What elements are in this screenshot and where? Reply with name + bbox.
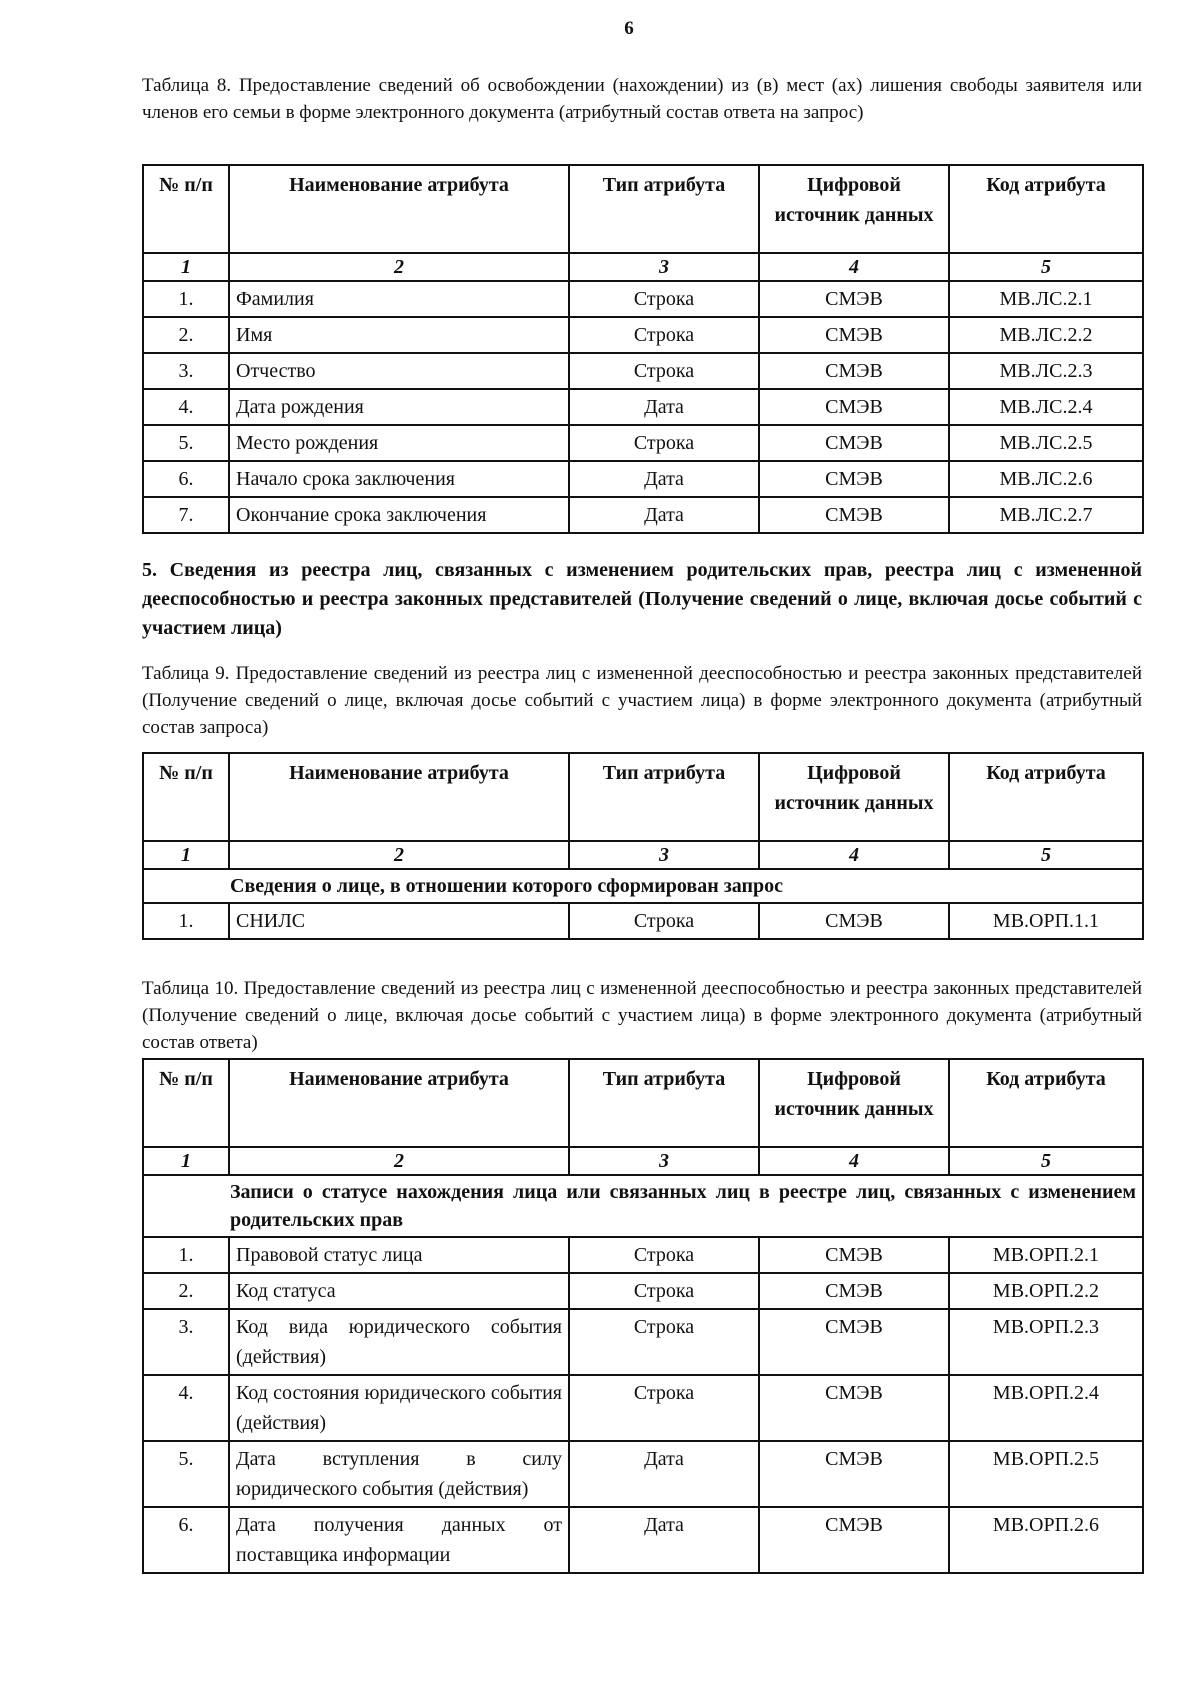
column-number: 1 xyxy=(143,841,229,869)
attribute-type: Строка xyxy=(569,1237,759,1273)
table-row xyxy=(143,461,1143,497)
column-number: 5 xyxy=(949,253,1143,281)
header-code: Код атрибута xyxy=(949,165,1143,253)
attribute-code: МВ.ОРП.2.2 xyxy=(949,1273,1143,1309)
section-label: Сведения о лице, в отношении которого сформирован запрос xyxy=(143,869,1143,903)
data-source: СМЭВ xyxy=(759,1273,949,1309)
attribute-type: Строка xyxy=(569,903,759,939)
row-number: 2. xyxy=(143,317,229,353)
table-row xyxy=(143,1441,1143,1507)
table-row xyxy=(143,1237,1143,1273)
attribute-code: МВ.ЛС.2.2 xyxy=(949,317,1143,353)
attribute-code: МВ.ЛС.2.7 xyxy=(949,497,1143,533)
table-row xyxy=(143,1309,1143,1375)
attribute-type: Дата xyxy=(569,461,759,497)
column-number: 4 xyxy=(759,1147,949,1175)
row-number: 3. xyxy=(143,353,229,389)
column-number: 2 xyxy=(229,1147,569,1175)
table9-column-numbers xyxy=(143,841,1143,869)
row-number: 6. xyxy=(143,461,229,497)
attribute-name: Дата рождения xyxy=(229,389,569,425)
attribute-name: Имя xyxy=(229,317,569,353)
row-number: 2. xyxy=(143,1273,229,1309)
table10-caption: Таблица 10. Предоставление сведений из реестра лиц с измененной дееспособностью и реестра законных представителей (Получение сведений о лице, включая досье событий с участием лица) в форме электронного документа (атрибутный состав ответа) xyxy=(142,978,1142,1053)
attribute-code: МВ.ОРП.2.6 xyxy=(949,1507,1143,1573)
header-type: Тип атрибута xyxy=(569,165,759,253)
table8 xyxy=(142,164,1144,534)
data-source: СМЭВ xyxy=(759,497,949,533)
attribute-type: Дата xyxy=(569,1441,759,1507)
section-label: Записи о статусе нахождения лица или связанных лиц в реестре лиц, связанных с изменением родительских прав xyxy=(143,1175,1143,1237)
column-number: 5 xyxy=(949,1147,1143,1175)
row-number: 1. xyxy=(143,903,229,939)
table-row xyxy=(143,903,1143,939)
data-source: СМЭВ xyxy=(759,1237,949,1273)
attribute-type: Строка xyxy=(569,353,759,389)
column-number: 3 xyxy=(569,253,759,281)
attribute-type: Строка xyxy=(569,317,759,353)
table-row xyxy=(143,1273,1143,1309)
attribute-name: Код вида юридического события (действия) xyxy=(229,1309,569,1375)
data-source: СМЭВ xyxy=(759,1375,949,1441)
attribute-name: Место рождения xyxy=(229,425,569,461)
attribute-type: Строка xyxy=(569,281,759,317)
column-number: 2 xyxy=(229,253,569,281)
header-type: Тип атрибута xyxy=(569,1059,759,1147)
attribute-type: Дата xyxy=(569,497,759,533)
data-source: СМЭВ xyxy=(759,281,949,317)
table8-header-row xyxy=(143,165,1143,253)
section5-heading: 5. Сведения из реестра лиц, связанных с изменением родительских прав, реестра лиц с измененной дееспособностью и реестра законных представителей (Получение сведений о лице, включая досье событий с участием лица) xyxy=(142,559,1142,639)
column-number: 4 xyxy=(759,841,949,869)
attribute-name: Начало срока заключения xyxy=(229,461,569,497)
table8-caption: Таблица 8. Предоставление сведений об освобождении (нахождении) из (в) мест (ах) лишения свободы заявителя или членов его семьи в форме электронного документа (атрибутный состав ответа на запрос) xyxy=(142,75,1142,123)
attribute-name: Код статуса xyxy=(229,1273,569,1309)
attribute-type: Дата xyxy=(569,389,759,425)
data-source: СМЭВ xyxy=(759,353,949,389)
header-name: Наименование атрибута xyxy=(229,165,569,253)
column-number: 5 xyxy=(949,841,1143,869)
attribute-type: Строка xyxy=(569,1309,759,1375)
attribute-code: МВ.ОРП.2.3 xyxy=(949,1309,1143,1375)
attribute-code: МВ.ЛС.2.3 xyxy=(949,353,1143,389)
attribute-type: Дата xyxy=(569,1507,759,1573)
table9 xyxy=(142,752,1144,940)
attribute-code: МВ.ОРП.2.4 xyxy=(949,1375,1143,1441)
header-number: № п/п xyxy=(143,1059,229,1147)
data-source: СМЭВ xyxy=(759,461,949,497)
attribute-code: МВ.ЛС.2.1 xyxy=(949,281,1143,317)
row-number: 5. xyxy=(143,1441,229,1507)
attribute-name: Дата вступления в силу юридического события (действия) xyxy=(229,1441,569,1507)
header-name: Наименование атрибута xyxy=(229,753,569,841)
table10 xyxy=(142,1058,1144,1574)
row-number: 5. xyxy=(143,425,229,461)
row-number: 4. xyxy=(143,389,229,425)
table10-section-row xyxy=(143,1175,1143,1237)
table-row xyxy=(143,1507,1143,1573)
attribute-name: Отчество xyxy=(229,353,569,389)
header-type: Тип атрибута xyxy=(569,753,759,841)
row-number: 6. xyxy=(143,1507,229,1573)
data-source: СМЭВ xyxy=(759,1507,949,1573)
attribute-code: МВ.ОРП.2.5 xyxy=(949,1441,1143,1507)
column-number: 3 xyxy=(569,841,759,869)
table-row xyxy=(143,425,1143,461)
attribute-name: Дата получения данных от поставщика информации xyxy=(229,1507,569,1573)
attribute-code: МВ.ОРП.1.1 xyxy=(949,903,1143,939)
attribute-code: МВ.ЛС.2.5 xyxy=(949,425,1143,461)
table-row xyxy=(143,1375,1143,1441)
table9-header-row xyxy=(143,753,1143,841)
attribute-type: Строка xyxy=(569,1375,759,1441)
column-number: 1 xyxy=(143,253,229,281)
row-number: 4. xyxy=(143,1375,229,1441)
table9-caption: Таблица 9. Предоставление сведений из реестра лиц с измененной дееспособностью и реестра законных представителей (Получение сведений о лице, включая досье событий с участием лица) в форме электронного документа (атрибутный состав запроса) xyxy=(142,663,1142,738)
table8-column-numbers xyxy=(143,253,1143,281)
attribute-name: Окончание срока заключения xyxy=(229,497,569,533)
table-row xyxy=(143,389,1143,425)
attribute-type: Строка xyxy=(569,425,759,461)
data-source: СМЭВ xyxy=(759,389,949,425)
column-number: 2 xyxy=(229,841,569,869)
table-row xyxy=(143,497,1143,533)
header-source: Цифровой источник данных xyxy=(759,1059,949,1147)
table10-column-numbers xyxy=(143,1147,1143,1175)
header-code: Код атрибута xyxy=(949,1059,1143,1147)
column-number: 1 xyxy=(143,1147,229,1175)
data-source: СМЭВ xyxy=(759,903,949,939)
attribute-code: МВ.ОРП.2.1 xyxy=(949,1237,1143,1273)
attribute-name: СНИЛС xyxy=(229,903,569,939)
row-number: 3. xyxy=(143,1309,229,1375)
column-number: 3 xyxy=(569,1147,759,1175)
row-number: 1. xyxy=(143,1237,229,1273)
header-name: Наименование атрибута xyxy=(229,1059,569,1147)
table-row xyxy=(143,281,1143,317)
table10-header-row xyxy=(143,1059,1143,1147)
header-number: № п/п xyxy=(143,753,229,841)
header-source: Цифровой источник данных xyxy=(759,753,949,841)
attribute-name: Код состояния юридического события (действия) xyxy=(229,1375,569,1441)
page-number: 6 xyxy=(624,18,634,39)
attribute-code: МВ.ЛС.2.4 xyxy=(949,389,1143,425)
attribute-code: МВ.ЛС.2.6 xyxy=(949,461,1143,497)
attribute-name: Правовой статус лица xyxy=(229,1237,569,1273)
data-source: СМЭВ xyxy=(759,425,949,461)
attribute-type: Строка xyxy=(569,1273,759,1309)
header-code: Код атрибута xyxy=(949,753,1143,841)
table9-section-row xyxy=(143,869,1143,903)
data-source: СМЭВ xyxy=(759,1309,949,1375)
column-number: 4 xyxy=(759,253,949,281)
table-row xyxy=(143,353,1143,389)
row-number: 7. xyxy=(143,497,229,533)
row-number: 1. xyxy=(143,281,229,317)
table-row xyxy=(143,317,1143,353)
data-source: СМЭВ xyxy=(759,317,949,353)
attribute-name: Фамилия xyxy=(229,281,569,317)
data-source: СМЭВ xyxy=(759,1441,949,1507)
header-source: Цифровой источник данных xyxy=(759,165,949,253)
header-number: № п/п xyxy=(143,165,229,253)
